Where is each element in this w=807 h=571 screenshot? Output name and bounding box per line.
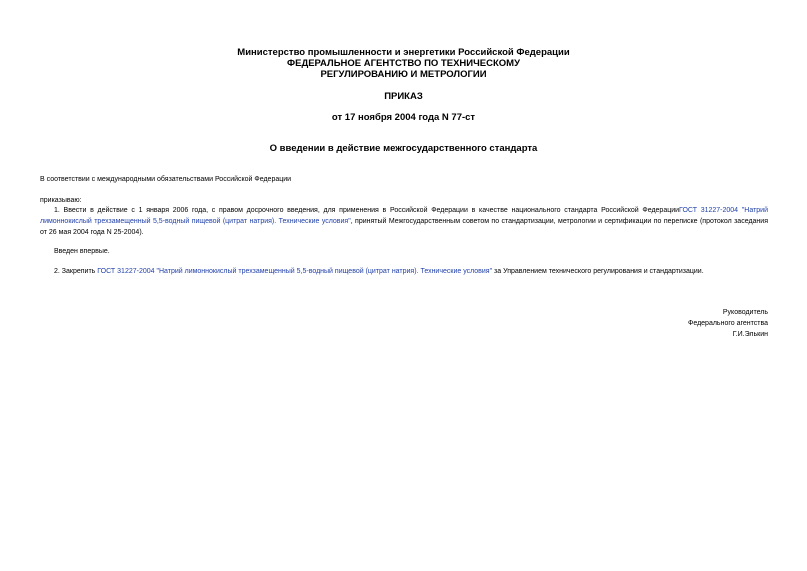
orders-paragraph: приказываю: [40,197,82,204]
signature-title: Руководитель [722,309,768,316]
signature-agency: Федерального агентства [688,320,768,327]
item-1-suffix: , принятый Межгосударственным советом по стандартизации, метрологии и сертификации по переписке (протокол заседания от 26 мая 2004 года N 25-2004). [40,218,768,236]
agency-heading-line1: ФЕДЕРАЛЬНОЕ АГЕНТСТВО ПО ТЕХНИЧЕСКОМУ [287,58,520,69]
item-2-suffix: за Управлением технического регулирования и стандартизации. [492,268,704,275]
signature-name: Г.И.Элькин [732,331,768,338]
item-2-prefix: 2. Закрепить [54,268,98,275]
order-title: О введении в действие межгосударственного стандарта [269,143,538,154]
item-1-paragraph [40,205,768,238]
agency-heading-line2: РЕГУЛИРОВАНИЮ И МЕТРОЛОГИИ [320,69,487,80]
basis-paragraph: В соответствии с международными обязательствами Российской Федерации [40,176,292,183]
item-1-prefix: 1. Ввести в действие с 1 января 2006 года, с правом досрочного введения, для применения в Российской Федерации в качестве национального стандарта Российской Федерации [54,207,680,214]
ministry-heading: Министерство промышленности и энергетики Российской Федерации [237,47,570,58]
order-heading: ПРИКАЗ [384,91,423,102]
introduced-first-note: Введен впервые. [54,248,110,255]
standard-link-2[interactable]: ГОСТ 31227-2004 "Натрий лимоннокислый трехзамещенный 5,5-водный пищевой (цитрат натрия). Технические условия" [97,268,493,275]
item-2-paragraph [54,266,768,277]
order-date: от 17 ноября 2004 года N 77-ст [331,112,476,123]
standard-link[interactable]: ГОСТ 31227-2004 "Натрий лимоннокислый трехзамещенный 5,5-водный пищевой (цитрат натрия). Технические условия" [40,207,768,225]
